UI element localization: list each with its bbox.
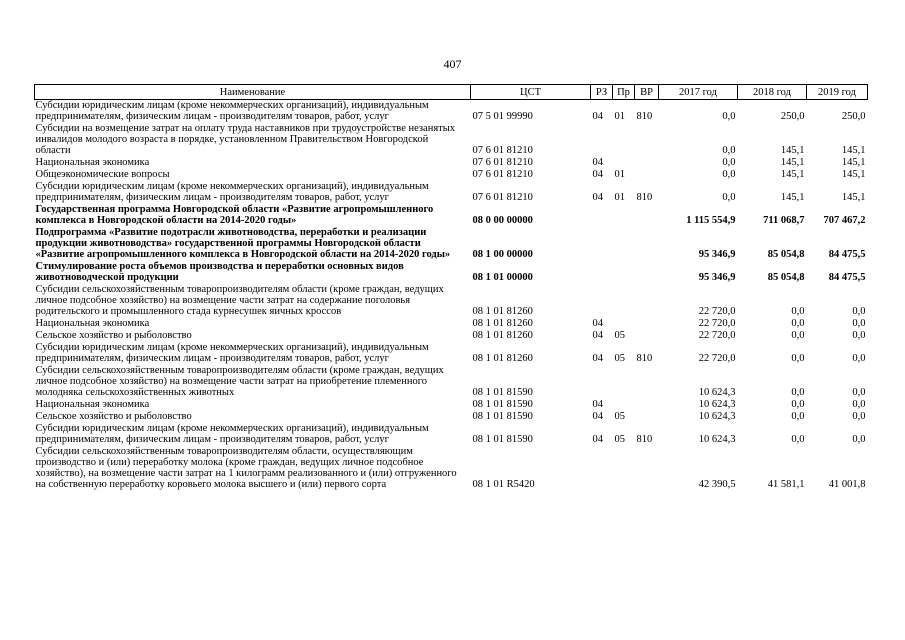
table-row — [35, 204, 868, 227]
cell-vr — [635, 261, 659, 284]
cell-vr: 810 — [636, 353, 653, 364]
cell-2019: 250,0 — [841, 111, 866, 122]
cell-2018: 145,1 — [780, 145, 805, 156]
cell-2018: 0,0 — [791, 411, 805, 422]
cell-rz: 04 — [592, 169, 603, 180]
cell-2018: 0,0 — [791, 434, 805, 445]
cell-2017: 22 720,0 — [698, 330, 736, 341]
table-body — [35, 100, 868, 492]
cell-2019: 145,1 — [841, 145, 866, 156]
cell-rz — [591, 261, 613, 284]
cell-vr — [635, 318, 659, 330]
col-header-2018: 2018 год — [738, 85, 807, 100]
table-row — [35, 330, 868, 342]
cell-vr — [635, 284, 659, 318]
cell-2019: 707 467,2 — [823, 215, 866, 226]
table-row — [35, 318, 868, 330]
cell-2018: 85 054,8 — [767, 249, 805, 260]
cell-cst: 08 1 01 81260 — [472, 318, 533, 329]
cell-cst: 08 1 01 81260 — [472, 330, 533, 341]
cell-2017: 0,0 — [722, 157, 736, 168]
cell-rz — [591, 227, 613, 261]
table-row — [35, 100, 868, 124]
table-row — [35, 342, 868, 365]
cell-2017: 42 390,5 — [698, 479, 736, 490]
cell-rz — [591, 365, 613, 399]
cell-pr — [613, 204, 635, 227]
cell-2018: 711 068,7 — [763, 215, 805, 226]
table-header-row — [35, 85, 868, 100]
cell-cst: 07 6 01 81210 — [472, 169, 533, 180]
cell-vr: 810 — [636, 111, 653, 122]
cell-pr — [613, 284, 635, 318]
cell-2017: 0,0 — [722, 169, 736, 180]
cell-rz — [591, 446, 613, 491]
cell-2017: 10 624,3 — [698, 399, 736, 410]
cell-name: Субсидии на возмещение затрат на оплату труда наставников при трудоустройстве незанятых инвалидов молодого возраста в порядке, установленном Правительством Новгородской области — [35, 123, 456, 156]
cell-cst: 08 1 01 00000 — [472, 272, 533, 283]
cell-rz: 04 — [592, 330, 603, 341]
cell-name: Национальная экономика — [35, 399, 150, 410]
cell-name: Субсидии юридическим лицам (кроме некоммерческих организаций), индивидуальным предпринимателям, физическим лицам - производителям товаров, работ, услуг — [35, 423, 429, 445]
cell-2017: 10 624,3 — [698, 387, 736, 398]
table-row — [35, 399, 868, 411]
cell-2019: 145,1 — [841, 169, 866, 180]
cell-2018: 145,1 — [780, 169, 805, 180]
page-number: 407 — [443, 57, 462, 71]
cell-cst: 07 6 01 81210 — [472, 145, 533, 156]
cell-cst: 07 5 01 99990 — [472, 111, 533, 122]
cell-2017: 22 720,0 — [698, 306, 736, 317]
cell-name: Субсидии сельскохозяйственным товаропроизводителям области, осуществляющим производство и (или) переработку молока (кроме граждан, ведущих личное подсобное хозяйство), на возмещение части затрат на 1 килограмм реализованного и (или) отгруженного на собственную переработку коровьего молока высшего и (или) первого сорта — [35, 446, 457, 490]
cell-vr — [635, 169, 659, 181]
table-row — [35, 446, 868, 491]
cell-name: Субсидии юридическим лицам (кроме некоммерческих организаций), индивидуальным предпринимателям, физическим лицам - производителям товаров, работ, услуг — [35, 100, 429, 122]
cell-name: Субсидии юридическим лицам (кроме некоммерческих организаций), индивидуальным предпринимателям, физическим лицам - производителям товаров, работ, услуг — [35, 342, 429, 364]
cell-cst: 08 1 01 81590 — [472, 411, 533, 422]
cell-pr — [613, 446, 635, 491]
cell-2017: 95 346,9 — [698, 272, 736, 283]
cell-vr — [635, 204, 659, 227]
cell-2018: 41 581,1 — [767, 479, 805, 490]
cell-name: Субсидии сельскохозяйственным товаропроизводителям области (кроме граждан, ведущих личное подсобное хозяйство) на возмещение части затрат на содержание поголовья родительского и промышленного стада курнесушек яичных кроссов — [35, 284, 444, 317]
cell-2017: 95 346,9 — [698, 249, 736, 260]
cell-vr — [635, 365, 659, 399]
cell-pr: 05 — [614, 434, 625, 445]
cell-pr — [613, 318, 635, 330]
cell-cst: 08 1 01 81590 — [472, 434, 533, 445]
cell-rz: 04 — [592, 192, 603, 203]
cell-pr — [613, 399, 635, 411]
cell-name: Субсидии юридическим лицам (кроме некоммерческих организаций), индивидуальным предпринимателям, физическим лицам - производителям товаров, работ, услуг — [35, 181, 429, 203]
cell-pr — [613, 123, 635, 157]
cell-2017: 22 720,0 — [698, 353, 736, 364]
cell-cst: 07 6 01 81210 — [472, 192, 533, 203]
cell-2018: 0,0 — [791, 399, 805, 410]
cell-rz — [591, 204, 613, 227]
cell-2019: 0,0 — [852, 330, 866, 341]
cell-rz — [591, 284, 613, 318]
cell-cst: 08 1 01 81590 — [472, 399, 533, 410]
cell-name: Общеэкономические вопросы — [35, 169, 170, 180]
cell-2017: 10 624,3 — [698, 434, 736, 445]
table-row — [35, 123, 868, 157]
cell-2018: 145,1 — [780, 192, 805, 203]
cell-2019: 0,0 — [852, 353, 866, 364]
cell-2017: 0,0 — [722, 111, 736, 122]
cell-2017: 0,0 — [722, 192, 736, 203]
table-row — [35, 365, 868, 399]
col-header-vr: ВР — [635, 85, 659, 100]
cell-2018: 0,0 — [791, 318, 805, 329]
cell-2017: 0,0 — [722, 145, 736, 156]
cell-2018: 0,0 — [791, 387, 805, 398]
col-header-cst: ЦСТ — [471, 85, 591, 100]
cell-2018: 0,0 — [791, 306, 805, 317]
cell-cst: 07 6 01 81210 — [472, 157, 533, 168]
col-header-2019: 2019 год — [807, 85, 868, 100]
table-row — [35, 411, 868, 423]
cell-name: Сельское хозяйство и рыболовство — [35, 330, 192, 341]
cell-cst: 08 1 01 R5420 — [472, 479, 535, 490]
cell-2018: 0,0 — [791, 330, 805, 341]
cell-name: Субсидии сельскохозяйственным товаропроизводителям области (кроме граждан, ведущих личное подсобное хозяйство) на возмещение части затрат на приобретение племенного молодняка сельскохозяйственных животных — [35, 365, 444, 398]
cell-2019: 0,0 — [852, 306, 866, 317]
cell-name: Стимулирование роста объемов производства и переработки основных видов животноводческой продукции — [35, 261, 404, 283]
cell-vr — [635, 157, 659, 169]
cell-2019: 84 475,5 — [828, 272, 866, 283]
cell-pr: 01 — [614, 111, 625, 122]
cell-2018: 0,0 — [791, 353, 805, 364]
cell-vr — [635, 446, 659, 491]
cell-pr: 05 — [614, 411, 625, 422]
cell-rz — [591, 123, 613, 157]
table-row — [35, 181, 868, 204]
cell-pr: 01 — [614, 192, 625, 203]
cell-pr: 01 — [614, 169, 625, 180]
cell-cst: 08 1 01 81590 — [472, 387, 533, 398]
cell-2019: 0,0 — [852, 318, 866, 329]
cell-pr — [613, 365, 635, 399]
cell-pr — [613, 157, 635, 169]
col-header-2017: 2017 год — [659, 85, 738, 100]
cell-cst: 08 1 00 00000 — [472, 249, 533, 260]
cell-2019: 0,0 — [852, 411, 866, 422]
cell-rz: 04 — [592, 111, 603, 122]
cell-vr — [635, 123, 659, 157]
cell-vr — [635, 330, 659, 342]
cell-2019: 84 475,5 — [828, 249, 866, 260]
cell-vr — [635, 399, 659, 411]
cell-cst: 08 1 01 81260 — [472, 306, 533, 317]
col-header-name: Наименование — [35, 85, 471, 100]
cell-2018: 145,1 — [780, 157, 805, 168]
table-row — [35, 261, 868, 284]
cell-vr: 810 — [636, 192, 653, 203]
cell-cst: 08 0 00 00000 — [472, 215, 533, 226]
cell-vr — [635, 227, 659, 261]
cell-vr — [635, 411, 659, 423]
cell-name: Государственная программа Новгородской области «Развитие агропромышленного комплекса в Новгородской области на 2014-2020 годы» — [35, 204, 434, 226]
cell-pr: 05 — [614, 330, 625, 341]
cell-name: Сельское хозяйство и рыболовство — [35, 411, 192, 422]
cell-2019: 145,1 — [841, 192, 866, 203]
cell-cst: 08 1 01 81260 — [472, 353, 533, 364]
cell-pr: 05 — [614, 353, 625, 364]
cell-rz: 04 — [592, 157, 603, 168]
cell-rz: 04 — [592, 353, 603, 364]
cell-name: Национальная экономика — [35, 157, 150, 168]
cell-rz: 04 — [592, 434, 603, 445]
cell-2019: 0,0 — [852, 434, 866, 445]
cell-rz: 04 — [592, 399, 603, 410]
cell-2019: 145,1 — [841, 157, 866, 168]
cell-2017: 10 624,3 — [698, 411, 736, 422]
cell-2017: 1 115 554,9 — [686, 215, 736, 226]
col-header-rz: РЗ — [591, 85, 613, 100]
cell-pr — [613, 261, 635, 284]
cell-vr: 810 — [636, 434, 653, 445]
cell-rz: 04 — [592, 411, 603, 422]
table-row — [35, 169, 868, 181]
cell-name: Подпрограмма «Развитие подотрасли животноводства, переработки и реализации продукции животноводства» государственной программы Новгородской области «Развитие агропромышленного комплекса в Новгородской области на 2014-2020 годы» — [35, 227, 451, 260]
cell-rz: 04 — [592, 318, 603, 329]
cell-2019: 41 001,8 — [828, 479, 866, 490]
cell-pr — [613, 227, 635, 261]
cell-2017: 22 720,0 — [698, 318, 736, 329]
budget-table — [34, 84, 868, 491]
cell-name: Национальная экономика — [35, 318, 150, 329]
cell-2018: 85 054,8 — [767, 272, 805, 283]
cell-2019: 0,0 — [852, 387, 866, 398]
table-row — [35, 284, 868, 318]
cell-2019: 0,0 — [852, 399, 866, 410]
table-row — [35, 227, 868, 261]
table-row — [35, 157, 868, 169]
table-row — [35, 423, 868, 446]
cell-2018: 250,0 — [780, 111, 805, 122]
col-header-pr: Пр — [613, 85, 635, 100]
